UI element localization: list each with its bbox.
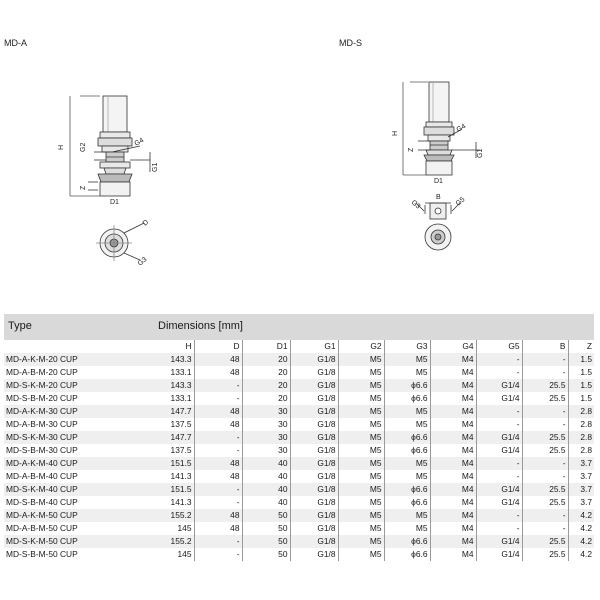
- dim-label-d1: D1: [110, 199, 119, 206]
- value-cell-g5: G1/4: [476, 496, 522, 509]
- value-cell-g2: M5: [338, 470, 384, 483]
- type-cell: MD-A-B-M-20 CUP: [6, 367, 78, 377]
- value-cell-z: 3.7: [568, 483, 594, 496]
- table-row: [4, 457, 594, 470]
- value-cell-g5: -: [476, 353, 522, 366]
- value-cell-h: 147.7: [142, 431, 194, 444]
- column-header-b: B: [522, 340, 568, 353]
- column-header-z: Z: [586, 341, 592, 351]
- dim-label-g4: G4: [133, 136, 146, 148]
- value-cell-g2: M5: [338, 548, 384, 561]
- table-row: [4, 366, 594, 379]
- value-cell-z: 2.8: [580, 419, 592, 429]
- type-column-header: Type: [8, 320, 32, 332]
- value-cell-d1: 50: [242, 509, 290, 522]
- dim-label-g3-s: G3: [409, 199, 422, 211]
- value-cell-d: -: [194, 535, 242, 548]
- value-cell-g4: M4: [430, 535, 476, 548]
- value-cell-d: 48: [194, 522, 242, 535]
- value-cell-b: -: [522, 353, 568, 366]
- value-cell-g2: M5: [338, 405, 384, 418]
- value-cell-d1: 30: [242, 444, 290, 457]
- column-header-g4: G4: [430, 340, 476, 353]
- column-header-g3: G3: [384, 340, 430, 353]
- table-row: [4, 431, 594, 444]
- value-cell-z: 2.8: [568, 405, 594, 418]
- value-cell-h: 143.3: [142, 353, 194, 366]
- value-cell-g4: M4: [430, 366, 476, 379]
- value-cell-g4: M4: [430, 405, 476, 418]
- value-cell-h: 141.3: [142, 470, 194, 483]
- value-cell-g1: G1/8: [290, 366, 338, 379]
- value-cell-g2: M5: [338, 457, 384, 470]
- type-cell: MD-A-K-M-20 CUP: [4, 353, 142, 366]
- value-cell-b: -: [522, 457, 568, 470]
- value-cell-g1: G1/8: [290, 418, 338, 431]
- value-cell-g4: M4: [430, 496, 476, 509]
- value-cell-g3: M5: [384, 366, 430, 379]
- dim-label-g3-a: G3: [136, 256, 149, 268]
- md-a-title: MD-A: [4, 38, 27, 48]
- value-cell-z: 4.2: [568, 509, 594, 522]
- value-cell-g2: M5: [338, 431, 384, 444]
- value-cell-g3: M5: [384, 522, 430, 535]
- table-row: [4, 496, 594, 509]
- table-row: [4, 444, 594, 457]
- value-cell-g3: M5: [384, 418, 430, 431]
- value-cell-g5: G1/4: [476, 431, 522, 444]
- value-cell-d: -: [194, 431, 242, 444]
- value-cell-h: 151.5: [142, 483, 194, 496]
- dimensions-header: Dimensions [mm]: [158, 320, 243, 332]
- value-cell-g5: G1/4: [476, 483, 522, 496]
- value-cell-b: -: [522, 470, 568, 483]
- value-cell-g1: G1/8: [290, 444, 338, 457]
- column-header-g5: G5: [476, 340, 522, 353]
- value-cell-z: 3.7: [568, 457, 594, 470]
- table-row: [4, 470, 594, 483]
- value-cell-g3: M5: [384, 457, 430, 470]
- value-cell-h: 137.5: [142, 418, 194, 431]
- value-cell-g3: ϕ6.6: [384, 379, 430, 392]
- value-cell-d: -: [194, 483, 242, 496]
- type-cell: MD-S-K-M-40 CUP: [4, 483, 142, 496]
- value-cell-b: -: [522, 522, 568, 535]
- table-row: [4, 483, 594, 496]
- value-cell-d1: 40: [242, 457, 290, 470]
- value-cell-d: -: [194, 548, 242, 561]
- value-cell-g5: -: [476, 470, 522, 483]
- value-cell-g5: G1/4: [476, 392, 522, 405]
- table-row: [4, 535, 594, 548]
- md-s-side-view: [403, 82, 480, 175]
- value-cell-d: 48: [194, 457, 242, 470]
- dimensions-table: [4, 314, 594, 561]
- value-cell-g4: M4: [430, 392, 476, 405]
- type-cell: MD-A-B-M-30 CUP: [6, 419, 78, 429]
- value-cell-g4: M4: [430, 353, 476, 366]
- dim-label-g5: G5: [454, 196, 467, 208]
- dim-label-g1-s: G1: [477, 148, 484, 158]
- dim-label-z-s: Z: [408, 147, 415, 152]
- value-cell-g5: G1/4: [476, 379, 522, 392]
- value-cell-b: -: [522, 509, 568, 522]
- value-cell-g5: -: [476, 405, 522, 418]
- value-cell-d1: 30: [242, 405, 290, 418]
- type-cell: MD-S-B-M-40 CUP: [6, 497, 78, 507]
- value-cell-b: 25.5: [522, 548, 568, 561]
- dim-label-g1: G1: [152, 162, 159, 172]
- table-row: [4, 353, 594, 366]
- value-cell-d1: 50: [242, 535, 290, 548]
- value-cell-g3: M5: [384, 470, 430, 483]
- value-cell-g1: G1/8: [290, 379, 338, 392]
- column-header-d: D: [194, 340, 242, 353]
- value-cell-g3: ϕ6.6: [384, 444, 430, 457]
- value-cell-d: 48: [194, 405, 242, 418]
- value-cell-g4: M4: [430, 431, 476, 444]
- md-s-title: MD-S: [339, 38, 362, 48]
- table-row: [4, 418, 594, 431]
- value-cell-b: -: [522, 405, 568, 418]
- value-cell-z: 1.5: [580, 367, 592, 377]
- table-row: [4, 392, 594, 405]
- value-cell-h: 151.5: [142, 457, 194, 470]
- value-cell-g4: M4: [430, 509, 476, 522]
- value-cell-g3: ϕ6.6: [384, 431, 430, 444]
- value-cell-b: 25.5: [522, 444, 568, 457]
- value-cell-d: -: [194, 496, 242, 509]
- type-cell: MD-S-B-M-20 CUP: [6, 393, 78, 403]
- type-cell: MD-S-K-M-30 CUP: [4, 431, 142, 444]
- value-cell-d: -: [194, 444, 242, 457]
- value-cell-g3: M5: [384, 405, 430, 418]
- value-cell-g1: G1/8: [290, 522, 338, 535]
- value-cell-z: 2.8: [568, 431, 594, 444]
- value-cell-g4: M4: [430, 444, 476, 457]
- value-cell-z: 1.5: [568, 353, 594, 366]
- value-cell-g1: G1/8: [290, 431, 338, 444]
- value-cell-d1: 30: [242, 431, 290, 444]
- value-cell-d1: 30: [242, 418, 290, 431]
- value-cell-g1: G1/8: [290, 457, 338, 470]
- value-cell-z: 4.2: [580, 549, 592, 559]
- value-cell-b: 25.5: [522, 496, 568, 509]
- value-cell-g4: M4: [430, 418, 476, 431]
- value-cell-z: 4.2: [568, 535, 594, 548]
- value-cell-g5: -: [476, 522, 522, 535]
- dim-label-d1-s: D1: [434, 178, 443, 185]
- dim-label-d: D: [141, 218, 151, 228]
- value-cell-g2: M5: [338, 496, 384, 509]
- dim-label-g2: G2: [80, 142, 87, 152]
- dim-label-g4-s: G4: [455, 122, 468, 134]
- value-cell-g2: M5: [338, 509, 384, 522]
- value-cell-d1: 40: [242, 483, 290, 496]
- value-cell-g2: M5: [338, 483, 384, 496]
- dim-label-b: B: [436, 194, 441, 201]
- value-cell-g5: -: [476, 509, 522, 522]
- value-cell-g5: -: [476, 418, 522, 431]
- value-cell-g2: M5: [338, 535, 384, 548]
- value-cell-b: -: [522, 366, 568, 379]
- table-row: [4, 405, 594, 418]
- dim-label-z: Z: [80, 185, 87, 190]
- table-row: [4, 522, 594, 535]
- value-cell-h: 133.1: [142, 392, 194, 405]
- value-cell-g3: ϕ6.6: [384, 392, 430, 405]
- value-cell-g1: G1/8: [290, 483, 338, 496]
- value-cell-g3: ϕ6.6: [384, 483, 430, 496]
- column-header-d1: D1: [242, 340, 290, 353]
- value-cell-h: 143.3: [142, 379, 194, 392]
- value-cell-d: -: [194, 392, 242, 405]
- value-cell-z: 4.2: [580, 523, 592, 533]
- column-header-row: [4, 340, 594, 353]
- value-cell-g3: ϕ6.6: [384, 496, 430, 509]
- value-cell-d: -: [194, 379, 242, 392]
- table-row: [4, 379, 594, 392]
- value-cell-d: 48: [194, 366, 242, 379]
- value-cell-g2: M5: [338, 522, 384, 535]
- value-cell-g5: -: [476, 457, 522, 470]
- value-cell-h: 141.3: [142, 496, 194, 509]
- value-cell-g4: M4: [430, 483, 476, 496]
- value-cell-g3: ϕ6.6: [384, 548, 430, 561]
- type-cell: MD-S-B-M-50 CUP: [6, 549, 78, 559]
- column-header-blank: [4, 340, 142, 353]
- value-cell-z: 1.5: [580, 393, 592, 403]
- value-cell-h: 133.1: [142, 366, 194, 379]
- value-cell-b: 25.5: [522, 483, 568, 496]
- value-cell-g4: M4: [430, 548, 476, 561]
- dim-label-h-s: H: [392, 130, 399, 136]
- value-cell-b: 25.5: [522, 392, 568, 405]
- type-cell: MD-A-B-M-50 CUP: [6, 523, 78, 533]
- value-cell-d: 48: [194, 509, 242, 522]
- value-cell-g1: G1/8: [290, 509, 338, 522]
- value-cell-z: 1.5: [568, 379, 594, 392]
- value-cell-d1: 40: [242, 470, 290, 483]
- value-cell-d1: 20: [242, 366, 290, 379]
- value-cell-g4: M4: [430, 457, 476, 470]
- table-header-band: [4, 314, 594, 340]
- value-cell-g2: M5: [338, 392, 384, 405]
- value-cell-g4: M4: [430, 470, 476, 483]
- value-cell-g1: G1/8: [290, 548, 338, 561]
- value-cell-z: 3.7: [580, 471, 592, 481]
- value-cell-g3: M5: [384, 353, 430, 366]
- value-cell-h: 155.2: [142, 535, 194, 548]
- value-cell-g3: ϕ6.6: [384, 535, 430, 548]
- value-cell-g5: -: [476, 366, 522, 379]
- value-cell-g2: M5: [338, 353, 384, 366]
- column-header-g2: G2: [338, 340, 384, 353]
- column-header-h: H: [142, 340, 194, 353]
- type-cell: MD-S-K-M-20 CUP: [4, 379, 142, 392]
- value-cell-g2: M5: [338, 379, 384, 392]
- dim-label-h: H: [58, 144, 65, 150]
- value-cell-d1: 50: [242, 548, 290, 561]
- value-cell-g1: G1/8: [290, 535, 338, 548]
- value-cell-g2: M5: [338, 418, 384, 431]
- value-cell-g2: M5: [338, 366, 384, 379]
- type-cell: MD-A-K-M-30 CUP: [4, 405, 142, 418]
- value-cell-b: 25.5: [522, 379, 568, 392]
- value-cell-z: 3.7: [580, 497, 592, 507]
- column-header-g1: G1: [290, 340, 338, 353]
- type-cell: MD-S-B-M-30 CUP: [6, 445, 78, 455]
- table-row: [4, 509, 594, 522]
- value-cell-h: 137.5: [142, 444, 194, 457]
- value-cell-g4: M4: [430, 522, 476, 535]
- value-cell-g1: G1/8: [290, 470, 338, 483]
- value-cell-h: 145: [142, 548, 194, 561]
- value-cell-b: 25.5: [522, 535, 568, 548]
- value-cell-b: -: [522, 418, 568, 431]
- value-cell-g5: G1/4: [476, 548, 522, 561]
- value-cell-d: 48: [194, 353, 242, 366]
- value-cell-b: 25.5: [522, 431, 568, 444]
- value-cell-d: 48: [194, 470, 242, 483]
- type-cell: MD-S-K-M-50 CUP: [4, 535, 142, 548]
- value-cell-g1: G1/8: [290, 496, 338, 509]
- value-cell-h: 145: [142, 522, 194, 535]
- value-cell-d: 48: [194, 418, 242, 431]
- md-s-top-view: [416, 203, 460, 250]
- type-cell: MD-A-K-M-40 CUP: [4, 457, 142, 470]
- value-cell-g2: M5: [338, 444, 384, 457]
- value-cell-g1: G1/8: [290, 353, 338, 366]
- type-cell: MD-A-K-M-50 CUP: [4, 509, 142, 522]
- table-row: [4, 548, 594, 561]
- value-cell-d1: 50: [242, 522, 290, 535]
- value-cell-h: 155.2: [142, 509, 194, 522]
- value-cell-h: 147.7: [142, 405, 194, 418]
- value-cell-g5: G1/4: [476, 535, 522, 548]
- value-cell-g5: G1/4: [476, 444, 522, 457]
- value-cell-d1: 40: [242, 496, 290, 509]
- md-a-top-view: [96, 223, 144, 261]
- type-cell: MD-A-B-M-40 CUP: [6, 471, 78, 481]
- value-cell-g1: G1/8: [290, 405, 338, 418]
- value-cell-z: 2.8: [580, 445, 592, 455]
- value-cell-d1: 20: [242, 379, 290, 392]
- value-cell-g4: M4: [430, 379, 476, 392]
- value-cell-d1: 20: [242, 392, 290, 405]
- value-cell-g3: M5: [384, 509, 430, 522]
- value-cell-d1: 20: [242, 353, 290, 366]
- value-cell-g1: G1/8: [290, 392, 338, 405]
